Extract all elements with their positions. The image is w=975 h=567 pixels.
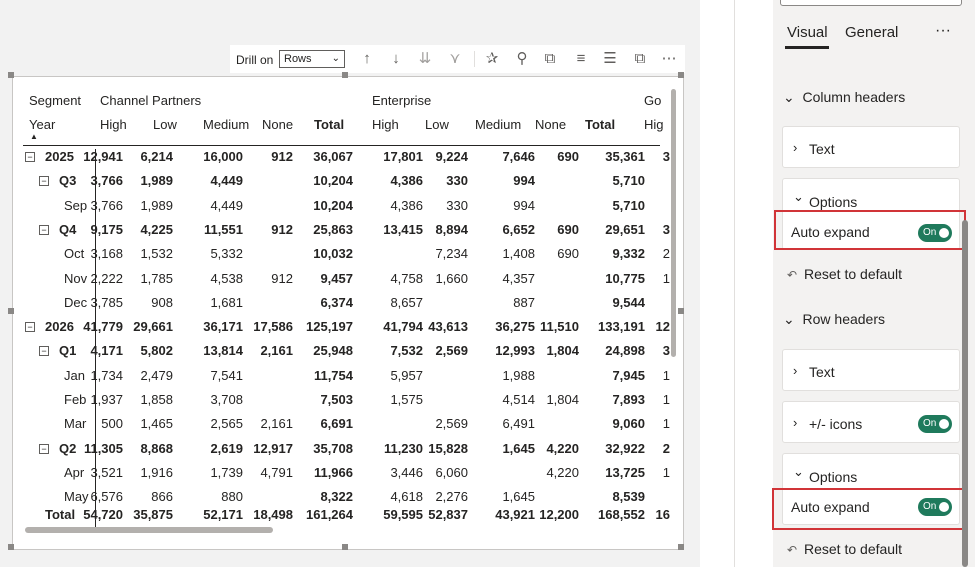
- row-header[interactable]: Nov: [64, 270, 88, 286]
- resize-handle-bottom[interactable]: [342, 544, 348, 550]
- header-group-channel-partners[interactable]: Channel Partners: [100, 93, 202, 108]
- arrow-up-icon[interactable]: ↑: [363, 50, 371, 67]
- table-cell: 500: [101, 416, 123, 432]
- resize-handle-top-left[interactable]: [8, 72, 14, 78]
- column-header[interactable]: High: [372, 117, 399, 132]
- row-header[interactable]: 2025: [45, 149, 74, 164]
- table-cell: 690: [557, 221, 579, 237]
- table-cell: 2,569: [435, 343, 468, 359]
- table-cell: 2: [662, 440, 670, 456]
- resize-handle-top-right[interactable]: [678, 72, 684, 78]
- table-cell: 8,657: [390, 294, 423, 310]
- table-cell: 12: [655, 319, 670, 335]
- table-cell: 6,374: [320, 294, 353, 310]
- format-pane: [735, 0, 975, 567]
- table-cell: 3,708: [210, 392, 243, 407]
- table-cell: 9,544: [612, 294, 645, 310]
- table-cell: 6,652: [502, 221, 535, 237]
- total-cell: 43,921: [495, 507, 535, 522]
- more-icon[interactable]: ···: [935, 22, 951, 39]
- row-header[interactable]: Feb: [64, 392, 87, 407]
- collapse-icon[interactable]: −: [39, 346, 49, 356]
- column-header[interactable]: Low: [153, 117, 177, 132]
- table-cell: 5,957: [390, 367, 423, 383]
- table-cell: 7,893: [612, 392, 645, 407]
- row-header[interactable]: Oct: [64, 246, 85, 262]
- table-cell: 13,725: [605, 464, 645, 480]
- total-cell: 18,498: [253, 507, 293, 522]
- chevron-down-icon[interactable]: ⌄: [793, 189, 804, 204]
- table-cell: 9,457: [320, 270, 353, 286]
- focus-mode-icon[interactable]: ⧉: [634, 50, 646, 67]
- table-cell: 17,801: [383, 149, 423, 164]
- table-cell: 1: [662, 392, 670, 407]
- table-cell: 16,000: [203, 149, 243, 164]
- row-header[interactable]: Q4: [59, 221, 77, 237]
- table-cell: 4,791: [260, 464, 293, 480]
- table-cell: 125,197: [306, 319, 353, 335]
- table-cell: 912: [271, 221, 293, 237]
- table-cell: 7,541: [210, 367, 243, 383]
- table-cell: 887: [513, 294, 535, 310]
- table-cell: 5,802: [140, 343, 173, 359]
- table-cell: 4,357: [502, 270, 535, 286]
- reset-icon: ↶: [787, 543, 798, 557]
- chevron-down-icon[interactable]: ⌄: [793, 464, 804, 479]
- table-cell: 8,322: [320, 489, 353, 505]
- table-cell: 2,565: [210, 416, 243, 432]
- table-cell: 15,828: [428, 440, 468, 456]
- table-cell: 4,386: [390, 173, 423, 189]
- table-cell: 43,613: [428, 319, 468, 335]
- table-cell: 2,276: [435, 489, 468, 505]
- column-header[interactable]: Low: [425, 117, 449, 132]
- collapse-icon[interactable]: −: [25, 152, 35, 162]
- table-cell: 10,775: [605, 270, 645, 286]
- table-cell: 1,989: [140, 173, 173, 189]
- table-cell: 866: [151, 489, 173, 505]
- row-header[interactable]: Q2: [59, 440, 77, 456]
- header-segment[interactable]: Segment: [29, 93, 82, 108]
- card-row-text-label: Text: [809, 364, 835, 380]
- table-cell: 1,785: [140, 270, 173, 286]
- table-cell: 7,646: [502, 149, 535, 164]
- table-cell: 9,224: [435, 149, 468, 164]
- canvas-gutter: [700, 0, 735, 567]
- table-cell: 1,645: [502, 440, 535, 456]
- table-cell: 9,060: [612, 416, 645, 432]
- matrix-table: [23, 87, 670, 527]
- table-cell: 29,651: [605, 221, 645, 237]
- total-row-label: Total: [45, 507, 76, 522]
- column-header[interactable]: Medium: [475, 117, 522, 132]
- copy-visual-icon[interactable]: ⧉: [544, 50, 556, 67]
- reset-to-default-column[interactable]: Reset to default: [804, 266, 903, 282]
- table-cell: 994: [513, 197, 535, 213]
- resize-handle-right[interactable]: [678, 308, 684, 314]
- table-cell: 11,754: [313, 367, 353, 383]
- table-cell: 4,225: [140, 221, 173, 237]
- row-header[interactable]: Q3: [59, 173, 77, 189]
- total-cell: 12,200: [539, 507, 579, 522]
- format-pane-scrollbar[interactable]: [962, 220, 968, 567]
- row-header[interactable]: Dec: [64, 294, 88, 310]
- table-cell: 1: [662, 464, 670, 480]
- table-cell: 1,988: [502, 367, 535, 383]
- table-cell: 11,305: [83, 440, 123, 456]
- row-header[interactable]: Sep: [64, 197, 88, 213]
- format-visual-icon[interactable]: ☰: [603, 50, 617, 67]
- row-header[interactable]: 2026: [45, 319, 74, 335]
- table-cell: 41,794: [383, 319, 423, 335]
- tab-general[interactable]: General: [845, 24, 899, 41]
- section-column-headers[interactable]: [783, 89, 905, 106]
- table-cell: 2,161: [260, 343, 293, 359]
- table-cell: 1: [662, 367, 670, 383]
- total-cell: 59,595: [383, 507, 423, 522]
- auto-expand-label: Auto expand: [791, 499, 870, 515]
- total-cell: 161,264: [306, 507, 353, 522]
- table-cell: 3: [662, 221, 670, 237]
- expand-all-down-icon[interactable]: ⇊: [418, 50, 432, 67]
- table-cell: 4,171: [90, 343, 123, 359]
- tab-visual[interactable]: Visual: [787, 24, 828, 41]
- resize-handle-bottom-left[interactable]: [8, 544, 14, 550]
- table-cell: 912: [271, 149, 293, 164]
- table-cell: 13,415: [383, 221, 423, 237]
- table-cell: 11,551: [203, 221, 243, 237]
- table-cell: 1,804: [546, 392, 579, 407]
- card-column-text[interactable]: [782, 126, 960, 168]
- card-row-options-label[interactable]: Options: [809, 469, 858, 485]
- table-cell: 908: [151, 294, 173, 310]
- table-cell: 4,449: [210, 173, 243, 189]
- table-cell: 994: [513, 173, 535, 189]
- table-cell: 4,758: [390, 270, 423, 286]
- chevron-down-icon: ⌄: [783, 89, 795, 105]
- total-cell: 54,720: [83, 507, 123, 522]
- table-cell: 3,168: [90, 246, 123, 262]
- total-cell: 35,875: [133, 507, 173, 522]
- header-divider: [23, 145, 660, 146]
- visual-header-toolbar: [230, 45, 685, 73]
- card-column-text-label: Text: [809, 141, 835, 157]
- table-cell: 6,691: [320, 416, 353, 432]
- column-header[interactable]: High: [100, 117, 127, 132]
- table-cell: 3: [662, 343, 670, 359]
- column-header[interactable]: Medium: [203, 117, 250, 132]
- expand-hierarchy-icon[interactable]: ⋎: [449, 50, 461, 67]
- column-header[interactable]: Hig: [644, 117, 664, 132]
- table-cell: 330: [446, 173, 468, 189]
- search-box[interactable]: [780, 0, 962, 6]
- table-cell: 912: [271, 270, 293, 286]
- table-cell: 2,569: [435, 416, 468, 432]
- table-cell: 4,449: [210, 197, 243, 213]
- drill-on-label: Drill on: [236, 53, 274, 67]
- table-cell: 690: [557, 149, 579, 164]
- card-row-text[interactable]: [782, 349, 960, 391]
- table-cell: 1,858: [140, 392, 173, 407]
- table-cell: 3,521: [90, 464, 123, 480]
- reset-to-default-row[interactable]: Reset to default: [804, 541, 903, 557]
- table-cell: 5,710: [612, 197, 645, 213]
- table-cell: 7,234: [435, 246, 468, 262]
- column-headers-label: Column headers: [802, 89, 906, 105]
- total-cell: 52,837: [428, 507, 468, 522]
- sort-ascending-icon: ▲: [30, 132, 38, 141]
- table-cell: 690: [557, 246, 579, 262]
- table-cell: 13,814: [203, 343, 243, 359]
- resize-handle-bottom-right[interactable]: [678, 544, 684, 550]
- toggle-on-label: On: [923, 501, 937, 512]
- table-cell: 5,332: [210, 246, 243, 262]
- table-cell: 1,660: [435, 270, 468, 286]
- table-cell: 25,948: [313, 343, 353, 359]
- table-cell: 2: [662, 246, 670, 262]
- row-header[interactable]: Q1: [59, 343, 77, 359]
- collapse-icon[interactable]: −: [25, 322, 35, 332]
- toggle-on-label: On: [923, 418, 937, 429]
- collapse-icon[interactable]: −: [39, 176, 49, 186]
- header-year[interactable]: Year: [29, 117, 56, 132]
- table-cell: 133,191: [598, 319, 645, 335]
- table-cell: 7,532: [390, 343, 423, 359]
- table-cell: 32,922: [605, 440, 645, 456]
- highlight-auto-expand-row: [772, 488, 966, 530]
- column-header[interactable]: Total: [585, 117, 616, 132]
- table-cell: 36,171: [203, 319, 243, 335]
- drill-on-dropdown[interactable]: [279, 50, 345, 68]
- table-cell: 4,220: [546, 464, 579, 480]
- card-column-options-label[interactable]: Options: [809, 194, 858, 210]
- table-cell: 1,408: [502, 246, 535, 262]
- collapse-icon[interactable]: −: [39, 225, 49, 235]
- table-cell: 2,479: [140, 367, 173, 383]
- row-header[interactable]: Apr: [64, 464, 85, 480]
- chevron-right-icon: ›: [793, 415, 798, 430]
- resize-handle-top[interactable]: [342, 72, 348, 78]
- table-cell: 4,618: [390, 489, 423, 505]
- toggle-knob: [939, 419, 949, 429]
- table-cell: 330: [446, 197, 468, 213]
- chevron-down-icon: ⌄: [783, 311, 795, 327]
- filter-icon[interactable]: ≡: [576, 50, 586, 67]
- card-plus-minus-icons[interactable]: [782, 401, 960, 443]
- row-header[interactable]: May: [64, 489, 89, 505]
- column-header[interactable]: Total: [314, 117, 345, 132]
- more-options-icon[interactable]: ⋯: [661, 50, 677, 67]
- table-cell: 5,710: [612, 173, 645, 189]
- header-group-enterprise[interactable]: Enterprise: [372, 93, 432, 108]
- table-cell: 4,514: [502, 392, 535, 407]
- table-cell: 1,937: [90, 392, 123, 407]
- highlight-auto-expand-column: [774, 210, 966, 250]
- table-cell: 3: [662, 149, 670, 164]
- table-cell: 17,586: [253, 319, 293, 335]
- table-cell: 10,032: [313, 246, 353, 262]
- table-cell: 1,645: [502, 489, 535, 505]
- reset-icon: ↶: [787, 268, 798, 282]
- table-cell: 2,222: [90, 270, 123, 286]
- table-cell: 36,067: [313, 149, 353, 164]
- table-cell: 25,863: [313, 221, 353, 237]
- table-cell: 1,575: [390, 392, 423, 407]
- table-cell: 1,739: [210, 464, 243, 480]
- table-cell: 35,361: [605, 149, 645, 164]
- table-cell: 1,804: [546, 343, 579, 359]
- column-header[interactable]: None: [535, 117, 567, 132]
- table-cell: 8,539: [612, 489, 645, 505]
- row-headers-label: Row headers: [802, 311, 886, 327]
- table-cell: 1,681: [210, 294, 243, 310]
- table-cell: 9,175: [90, 221, 123, 237]
- table-cell: 36,275: [495, 319, 535, 335]
- resize-handle-left[interactable]: [8, 308, 14, 314]
- table-cell: 8,894: [435, 221, 468, 237]
- table-cell: 2,619: [210, 440, 243, 456]
- table-cell: 1,989: [140, 197, 173, 213]
- table-cell: 1,465: [140, 416, 173, 432]
- auto-expand-label: Auto expand: [791, 224, 870, 240]
- table-cell: 11,510: [539, 319, 579, 335]
- table-cell: 880: [221, 489, 243, 505]
- table-cell: 41,779: [83, 319, 123, 335]
- table-cell: 3,766: [90, 173, 123, 189]
- table-cell: 3,785: [90, 294, 123, 310]
- table-cell: 4,386: [390, 197, 423, 213]
- active-tab-indicator: [785, 46, 829, 49]
- table-cell: 3,766: [90, 197, 123, 213]
- table-cell: 29,661: [133, 319, 173, 335]
- chevron-right-icon: ›: [793, 363, 798, 378]
- pin-icon[interactable]: ✰: [485, 50, 499, 67]
- header-group-partial[interactable]: Go: [644, 93, 662, 108]
- table-cell: 7,503: [320, 392, 353, 407]
- arrow-down-icon[interactable]: ↓: [392, 50, 400, 67]
- table-cell: 1: [662, 416, 670, 432]
- chevron-right-icon: ›: [793, 140, 798, 155]
- column-header[interactable]: None: [262, 117, 294, 132]
- plus-minus-icons-label: +/- icons: [809, 416, 863, 432]
- table-cell: 4,220: [546, 440, 579, 456]
- vertical-scrollbar[interactable]: [671, 89, 676, 357]
- collapse-icon[interactable]: −: [39, 444, 49, 454]
- table-cell: 1,532: [140, 246, 173, 262]
- chevron-down-icon: ⌄: [331, 53, 340, 64]
- table-cell: 7,945: [612, 367, 645, 383]
- table-cell: 9,332: [612, 246, 645, 262]
- total-cell: 52,171: [203, 507, 243, 522]
- table-cell: 2,161: [260, 416, 293, 432]
- table-cell: 6,491: [502, 416, 535, 432]
- table-cell: 10,204: [313, 173, 353, 189]
- section-row-headers[interactable]: [783, 311, 885, 328]
- table-cell: 12,917: [253, 440, 293, 456]
- table-cell: 1,734: [90, 367, 123, 383]
- alert-bell-icon[interactable]: ⚲: [516, 50, 528, 67]
- total-cell: 168,552: [598, 507, 645, 522]
- matrix-visual[interactable]: [12, 76, 684, 550]
- row-header[interactable]: Mar: [64, 416, 87, 432]
- table-cell: 12,993: [495, 343, 535, 359]
- table-cell: 8,868: [140, 440, 173, 456]
- table-cell: 6,214: [140, 149, 173, 164]
- table-cell: 11,966: [313, 464, 353, 480]
- table-cell: 10,204: [313, 197, 353, 213]
- table-cell: 6,576: [90, 489, 123, 505]
- table-cell: 24,898: [605, 343, 645, 359]
- table-cell: 1: [662, 270, 670, 286]
- plus-minus-icons-toggle[interactable]: [918, 415, 952, 433]
- total-cell: 16: [655, 507, 670, 522]
- row-header[interactable]: Jan: [64, 367, 85, 383]
- horizontal-scrollbar[interactable]: [25, 527, 273, 533]
- table-cell: 12,941: [83, 149, 123, 164]
- drill-on-value: Rows: [284, 53, 312, 65]
- table-cell: 3,446: [390, 464, 423, 480]
- table-cell: 1,916: [140, 464, 173, 480]
- toolbar-separator: [474, 51, 475, 67]
- table-cell: 4,538: [210, 270, 243, 286]
- table-cell: 35,708: [313, 440, 353, 456]
- table-cell: 11,230: [383, 440, 423, 456]
- toggle-on-label: On: [923, 227, 937, 238]
- table-cell: 6,060: [435, 464, 468, 480]
